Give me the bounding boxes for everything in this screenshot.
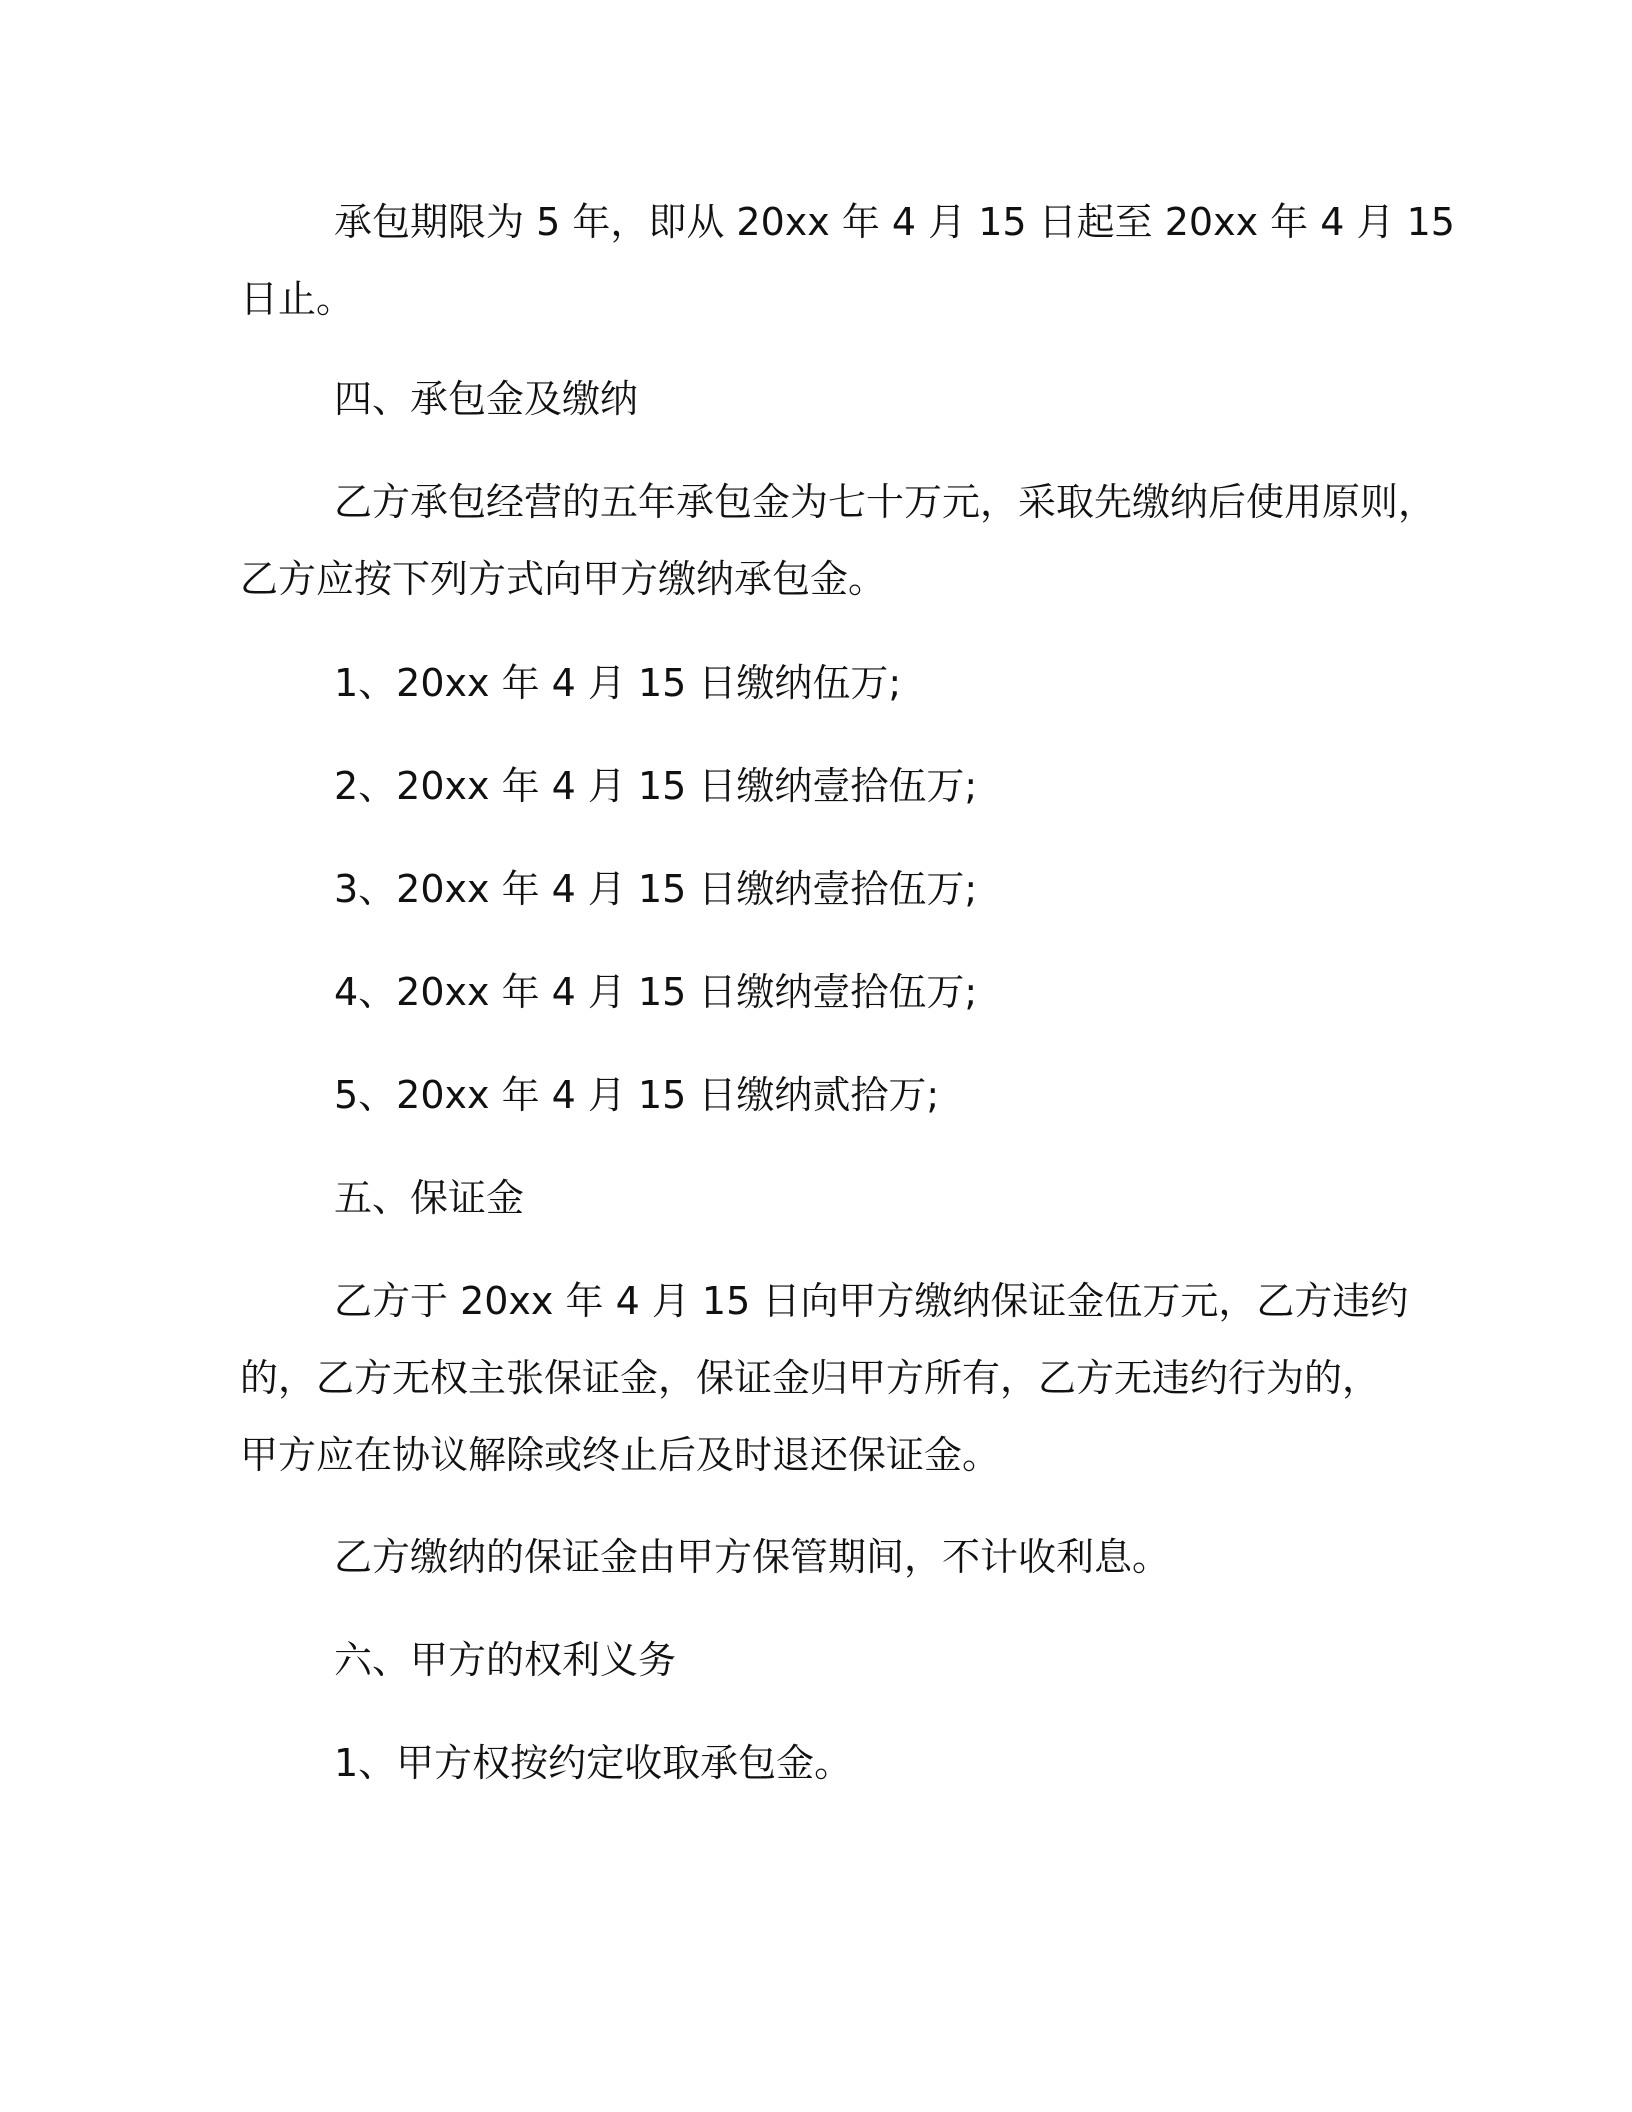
text-line: 4、20xx 年 4 月 15 日缴纳壹拾伍万; <box>334 970 978 1014</box>
list-item-payment-5 <box>240 1057 1410 1134</box>
text-line: 1、20xx 年 4 月 15 日缴纳伍万; <box>334 661 902 705</box>
paragraph-fee-intro <box>240 464 1437 618</box>
text-line: 3、20xx 年 4 月 15 日缴纳壹拾伍万; <box>334 867 978 911</box>
heading-text: 四、承包金及缴纳 <box>334 377 639 421</box>
section-heading-deposit <box>240 1160 1410 1237</box>
heading-text: 五、保证金 <box>334 1176 525 1220</box>
list-item-party-a-right-1 <box>240 1725 1410 1802</box>
text-line: 乙方于 20xx 年 4 月 15 日向甲方缴纳保证金伍万元，乙方违约 <box>334 1279 1409 1323</box>
section-heading-fee <box>240 361 1410 438</box>
paragraph-deposit-interest <box>240 1519 1410 1596</box>
text-line: 1、甲方权按约定收取承包金。 <box>334 1741 853 1785</box>
text-line: 甲方应在协议解除或终止后及时退还保证金。 <box>240 1433 1001 1477</box>
text-line: 日止。 <box>240 277 355 321</box>
section-heading-party-a <box>240 1622 1410 1699</box>
list-item-payment-4 <box>240 954 1410 1031</box>
text-line: 5、20xx 年 4 月 15 日缴纳贰拾万; <box>334 1073 940 1117</box>
text-line: 乙方承包经营的五年承包金为七十万元，采取先缴纳后使用原则， <box>334 480 1437 524</box>
heading-text: 六、甲方的权利义务 <box>334 1638 677 1682</box>
list-item-payment-3 <box>240 851 1410 928</box>
text-line: 2、20xx 年 4 月 15 日缴纳壹拾伍万; <box>334 764 978 808</box>
list-item-payment-1 <box>240 645 1410 722</box>
paragraph-deposit <box>240 1263 1410 1494</box>
text-line: 承包期限为 5 年，即从 20xx 年 4 月 15 日起至 20xx 年 4 月 15 <box>334 200 1455 244</box>
text-line: 乙方缴纳的保证金由甲方保管期间，不计收利息。 <box>334 1535 1171 1579</box>
list-item-payment-2 <box>240 748 1410 825</box>
text-line: 的，乙方无权主张保证金，保证金归甲方所有，乙方无违约行为的， <box>240 1356 1381 1400</box>
paragraph-term-period <box>240 184 1455 338</box>
text-line: 乙方应按下列方式向甲方缴纳承包金。 <box>240 557 887 601</box>
